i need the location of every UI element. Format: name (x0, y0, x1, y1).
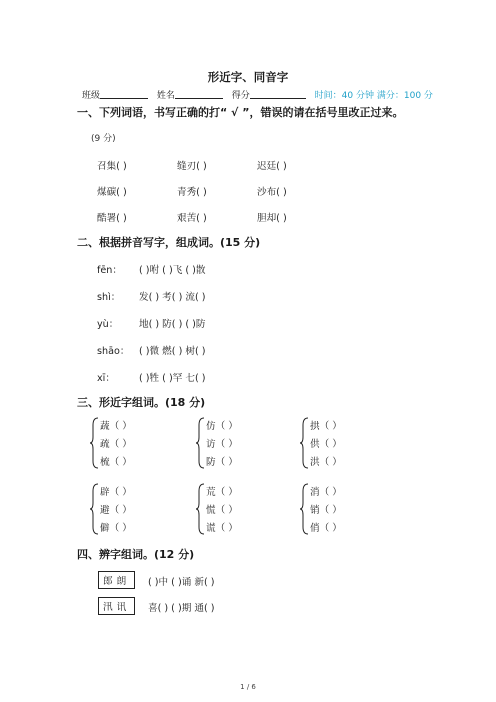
section-2-heading: 二、根据拼音写字，组成词。(15 分) (77, 236, 261, 249)
s3-item: 疏（ ） (100, 439, 132, 450)
s2-row-2 (97, 289, 206, 303)
s3-group-3 (300, 417, 410, 469)
pinyin-label: fēn： (97, 265, 122, 276)
score-blank[interactable] (250, 89, 306, 99)
s1-item: 酷署( ) (97, 213, 127, 224)
s1-item: 青秀( ) (177, 187, 207, 198)
pinyin-label: shāo： (97, 346, 130, 357)
s3-item: 谎（ ） (206, 523, 238, 534)
full-score: 满分：100 分 (376, 91, 433, 101)
s3-item: 消（ ） (310, 487, 342, 498)
section-4-heading: 四、辨字组词。(12 分) (77, 548, 195, 561)
s2-row-1 (97, 262, 206, 276)
s3-item: 防（ ） (206, 457, 238, 468)
s3-item: 荒（ ） (206, 487, 238, 498)
s3-item: 慌（ ） (206, 505, 238, 516)
time-limit: 时间：40 分钟 (314, 91, 374, 101)
char-pair-box: 汛讯 (98, 597, 135, 615)
s4-row-1: ( )中 ( )诵 新( ) (148, 577, 215, 588)
name-label: 姓名 (156, 91, 175, 101)
s1-item: 缝刃( ) (177, 161, 207, 172)
s4-row-2: 喜( ) ( )期 通( ) (148, 603, 215, 614)
score-label: 得分 (231, 91, 250, 101)
s1-row-1 (97, 158, 287, 172)
brace-icon (300, 417, 310, 469)
s2-items: 发( ) 考( ) 流( ) (139, 292, 206, 303)
s3-item: 仿（ ） (206, 421, 238, 432)
s3-group-4 (90, 483, 190, 535)
s2-row-4 (97, 343, 206, 357)
char-pair-box: 郎朗 (98, 571, 135, 589)
s1-item: 沙布( ) (257, 187, 287, 198)
section-3-heading: 三、形近字组词。(18 分) (77, 396, 206, 409)
s3-group-5 (196, 483, 306, 535)
s1-item: 胆却( ) (257, 213, 287, 224)
s2-items: ( )微 燃( ) 树( ) (139, 346, 206, 357)
s3-item: 访（ ） (206, 439, 238, 450)
section-1-heading: 一、下列词语，书写正确的打“ √ ”，错误的请在括号里改正过来。 (77, 106, 404, 119)
s2-items: 地( ) 防( ) ( )防 (139, 319, 206, 330)
brace-icon (196, 417, 206, 469)
class-blank[interactable] (100, 89, 148, 99)
s3-item: 蔬（ ） (100, 421, 132, 432)
s3-group-2 (196, 417, 306, 469)
brace-icon (300, 483, 310, 535)
class-field (82, 88, 433, 101)
brace-icon (196, 483, 206, 535)
s3-group-6 (300, 483, 410, 535)
s3-item: 供（ ） (310, 439, 342, 450)
s1-item: 迟廷( ) (257, 161, 287, 172)
s2-row-3 (97, 316, 206, 330)
s1-row-3 (97, 210, 287, 224)
section-1-points: (9 分) (91, 134, 116, 144)
s2-items: ( )牲 ( )罕 七( ) (139, 373, 206, 384)
s1-item: 艰苦( ) (177, 213, 207, 224)
page-number: 1 / 6 (240, 683, 256, 691)
s3-item: 辟（ ） (100, 487, 132, 498)
s1-row-2 (97, 184, 287, 198)
s3-group-1 (90, 417, 190, 469)
s2-row-5 (97, 370, 206, 384)
pinyin-label: xī： (97, 373, 115, 384)
pinyin-label: shì： (97, 292, 121, 303)
brace-icon (90, 483, 100, 535)
pinyin-label: yù： (97, 319, 119, 330)
s3-item: 洪（ ） (310, 457, 342, 468)
s1-item: 召集( ) (97, 161, 127, 172)
page-title: 形近字、同音字 (207, 70, 289, 84)
s1-item: 煤碳( ) (97, 187, 127, 198)
s3-item: 俏（ ） (310, 523, 342, 534)
s3-item: 避（ ） (100, 505, 132, 516)
s3-item: 梳（ ） (100, 457, 132, 468)
s3-item: 僻（ ） (100, 523, 132, 534)
class-label: 班级 (82, 91, 101, 101)
s3-item: 拱（ ） (310, 421, 342, 432)
brace-icon (90, 417, 100, 469)
s3-item: 销（ ） (310, 505, 342, 516)
s2-items: ( )咐 ( )飞 ( )散 (139, 265, 206, 276)
name-blank[interactable] (175, 89, 223, 99)
